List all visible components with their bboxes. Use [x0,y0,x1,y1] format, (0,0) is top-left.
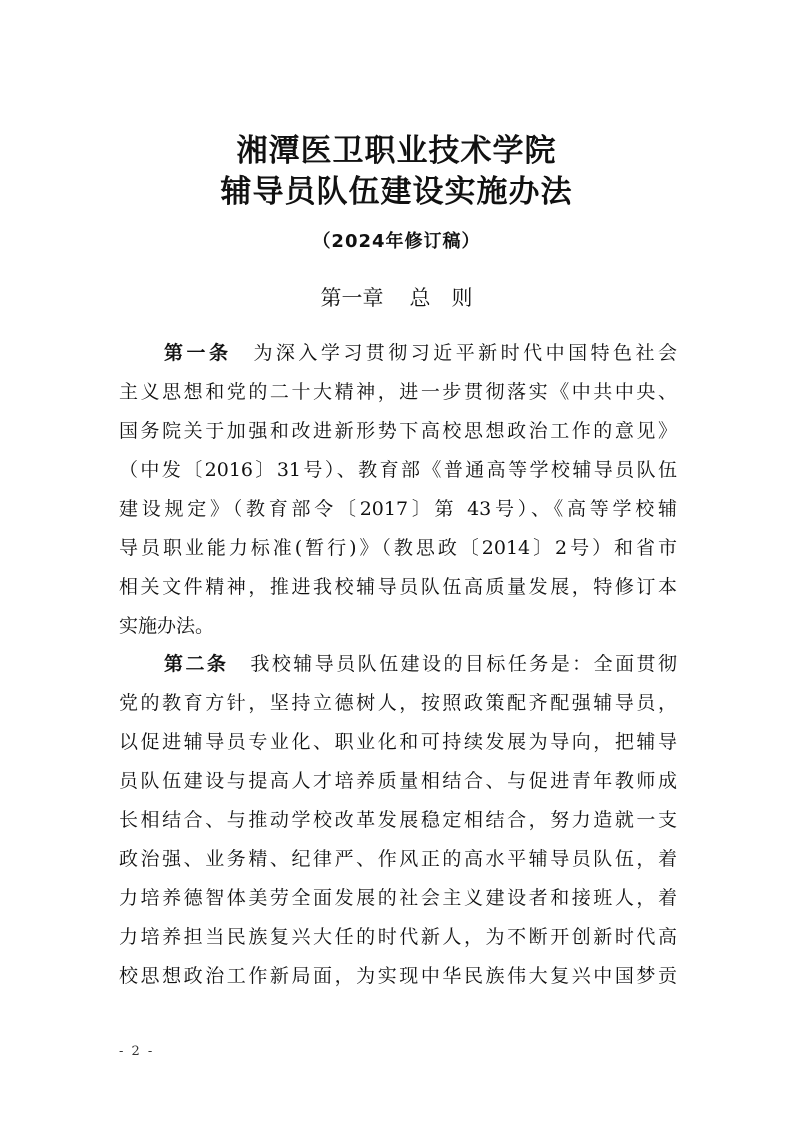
chapter-number: 第一章 [320,286,384,310]
article-text: 为深入学习贯彻习近平新时代中国特色社会 [253,342,677,364]
article-line: （中发〔2016〕31号）、教育部《普通高等学校辅导员队伍 [119,459,677,481]
article-line: 力培养德智体美劳全面发展的社会主义建设者和接班人，着 [119,887,677,909]
chapter-heading [0,283,793,313]
article-line: 国务院关于加强和改进新形势下高校思想政治工作的意见》 [119,420,677,442]
article-line: 建设规定》（教育部令〔2017〕第 43号）、《高等学校辅 [119,498,677,520]
article-line: 党的教育方针，坚持立德树人，按照政策配齐配强辅导员， [119,692,677,714]
document-title-line-1: 湘潭医卫职业技术学院 [236,133,557,169]
chapter-name: 总 则 [409,286,473,310]
article-line [164,650,677,678]
article-line: 长相结合、与推动学校改革发展稳定相结合，努力造就一支 [119,809,677,831]
article-line: 力培养担当民族复兴大任的时代新人，为不断开创新时代高 [119,926,677,948]
article-line: 实施办法。 [119,615,215,637]
article-label: 第一条 [164,342,232,364]
article-line: 主义思想和党的二十大精神，进一步贯彻落实《中共中央、 [119,381,677,403]
article-line: 员队伍建设与提高人才培养质量相结合、与促进青年教师成 [119,770,677,792]
article-line: 导员职业能力标准(暂行)》（教思政〔2014〕2号）和省市 [119,537,677,559]
article-label: 第二条 [164,653,229,675]
article-line: 相关文件精神，推进我校辅导员队伍高质量发展，特修订本 [119,576,677,598]
document-subtitle: （2024年修订稿） [312,231,481,252]
page-number: - 2 - [119,1044,155,1059]
document-title-line-2: 辅导员队伍建设实施办法 [220,174,573,210]
article-line: 校思想政治工作新局面，为实现中华民族伟大复兴中国梦贡 [119,965,677,987]
article-line [164,339,677,367]
article-text: 我校辅导员队伍建设的目标任务是：全面贯彻 [250,653,677,675]
article-line: 以促进辅导员专业化、职业化和可持续发展为导向，把辅导 [119,731,677,753]
article-line: 政治强、业务精、纪律严、作风正的高水平辅导员队伍，着 [119,848,677,870]
